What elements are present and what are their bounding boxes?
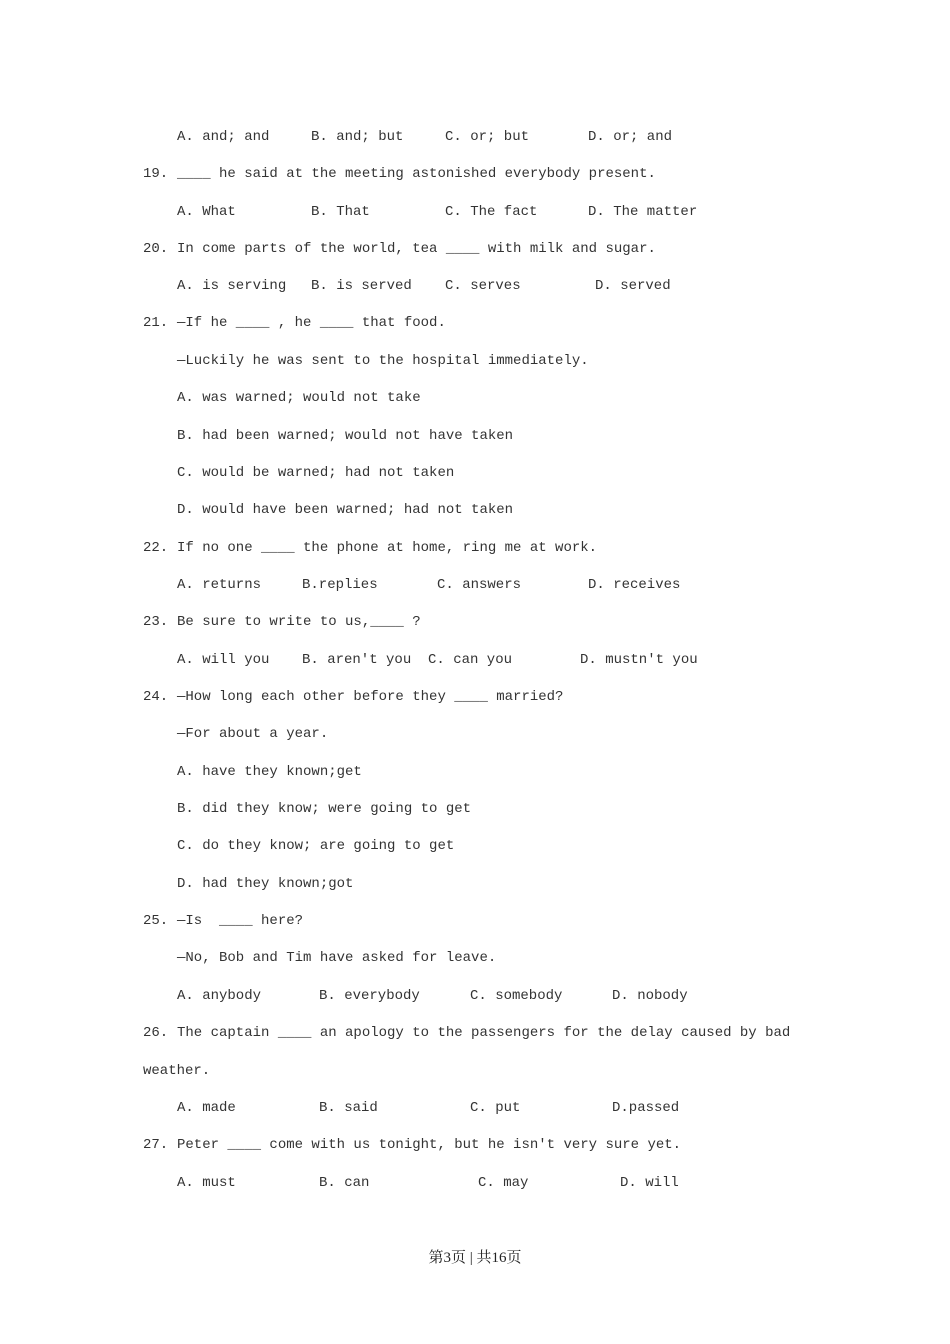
q21-option-c: C. would be warned; had not taken: [177, 465, 455, 481]
q25-option-b: B. everybody: [319, 988, 420, 1004]
q18-option-c: C. or; but: [445, 129, 530, 145]
q20-option-d: D. served: [595, 278, 671, 294]
q25-stem: —Is ____ here?: [177, 913, 304, 929]
q18-option-b: B. and; but: [311, 129, 404, 145]
q26-option-c: C. put: [470, 1100, 521, 1116]
q22-option-b: B.replies: [302, 577, 378, 593]
q27-option-b: B. can: [319, 1175, 370, 1191]
q20-option-a: A. is serving: [177, 278, 287, 294]
q27-number: 27.: [143, 1137, 169, 1153]
q20-number: 20.: [143, 241, 169, 257]
q26-option-a: A. made: [177, 1100, 236, 1116]
q22-stem: If no one ____ the phone at home, ring me at work.: [177, 540, 598, 556]
q26-option-b: B. said: [319, 1100, 378, 1116]
q25-option-c: C. somebody: [470, 988, 563, 1004]
q20-option-b: B. is served: [311, 278, 412, 294]
q21-option-d: D. would have been warned; had not taken: [177, 502, 514, 518]
q23-option-b: B. aren't you: [302, 652, 412, 668]
q23-number: 23.: [143, 614, 169, 630]
q19-option-d: D. The matter: [588, 204, 698, 220]
q21-option-b: B. had been warned; would not have taken: [177, 428, 514, 444]
q21-option-a: A. was warned; would not take: [177, 390, 421, 406]
q22-number: 22.: [143, 540, 169, 556]
q18-option-a: A. and; and: [177, 129, 270, 145]
q22-option-d: D. receives: [588, 577, 681, 593]
q24-reply: —For about a year.: [177, 726, 329, 742]
q24-option-c: C. do they know; are going to get: [177, 838, 455, 854]
q19-number: 19.: [143, 166, 169, 182]
q26-number: 26.: [143, 1025, 169, 1041]
q19-option-b: B. That: [311, 204, 370, 220]
q20-option-c: C. serves: [445, 278, 521, 294]
q23-option-c: C. can you: [428, 652, 513, 668]
q25-reply: —No, Bob and Tim have asked for leave.: [177, 950, 497, 966]
q24-option-d: D. had they known;got: [177, 876, 354, 892]
q27-stem: Peter ____ come with us tonight, but he isn't very sure yet.: [177, 1137, 682, 1153]
q24-option-a: A. have they known;get: [177, 764, 362, 780]
page-footer: 第3页 | 共16页: [428, 1250, 522, 1266]
q25-number: 25.: [143, 913, 169, 929]
q20-stem: In come parts of the world, tea ____ with milk and sugar.: [177, 241, 656, 257]
q21-reply: —Luckily he was sent to the hospital immediately.: [177, 353, 589, 369]
q26-stem: The captain ____ an apology to the passengers for the delay caused by bad: [177, 1025, 791, 1041]
q22-option-c: C. answers: [437, 577, 522, 593]
q26-stem-continued: weather.: [143, 1063, 211, 1079]
q25-option-a: A. anybody: [177, 988, 262, 1004]
q23-option-a: A. will you: [177, 652, 270, 668]
q19-option-a: A. What: [177, 204, 236, 220]
q21-stem: —If he ____ , he ____ that food.: [177, 315, 446, 331]
q27-option-d: D. will: [620, 1175, 679, 1191]
q26-option-d: D.passed: [612, 1100, 680, 1116]
q24-option-b: B. did they know; were going to get: [177, 801, 472, 817]
q21-number: 21.: [143, 315, 169, 331]
q27-option-a: A. must: [177, 1175, 236, 1191]
q23-stem: Be sure to write to us,____ ?: [177, 614, 421, 630]
q24-stem: —How long each other before they ____ married?: [177, 689, 564, 705]
q23-option-d: D. mustn't you: [580, 652, 698, 668]
q27-option-c: C. may: [478, 1175, 529, 1191]
q25-option-d: D. nobody: [612, 988, 688, 1004]
q19-option-c: C. The fact: [445, 204, 538, 220]
q19-stem: ____ he said at the meeting astonished everybody present.: [177, 166, 656, 182]
q18-option-d: D. or; and: [588, 129, 673, 145]
q24-number: 24.: [143, 689, 169, 705]
q22-option-a: A. returns: [177, 577, 262, 593]
